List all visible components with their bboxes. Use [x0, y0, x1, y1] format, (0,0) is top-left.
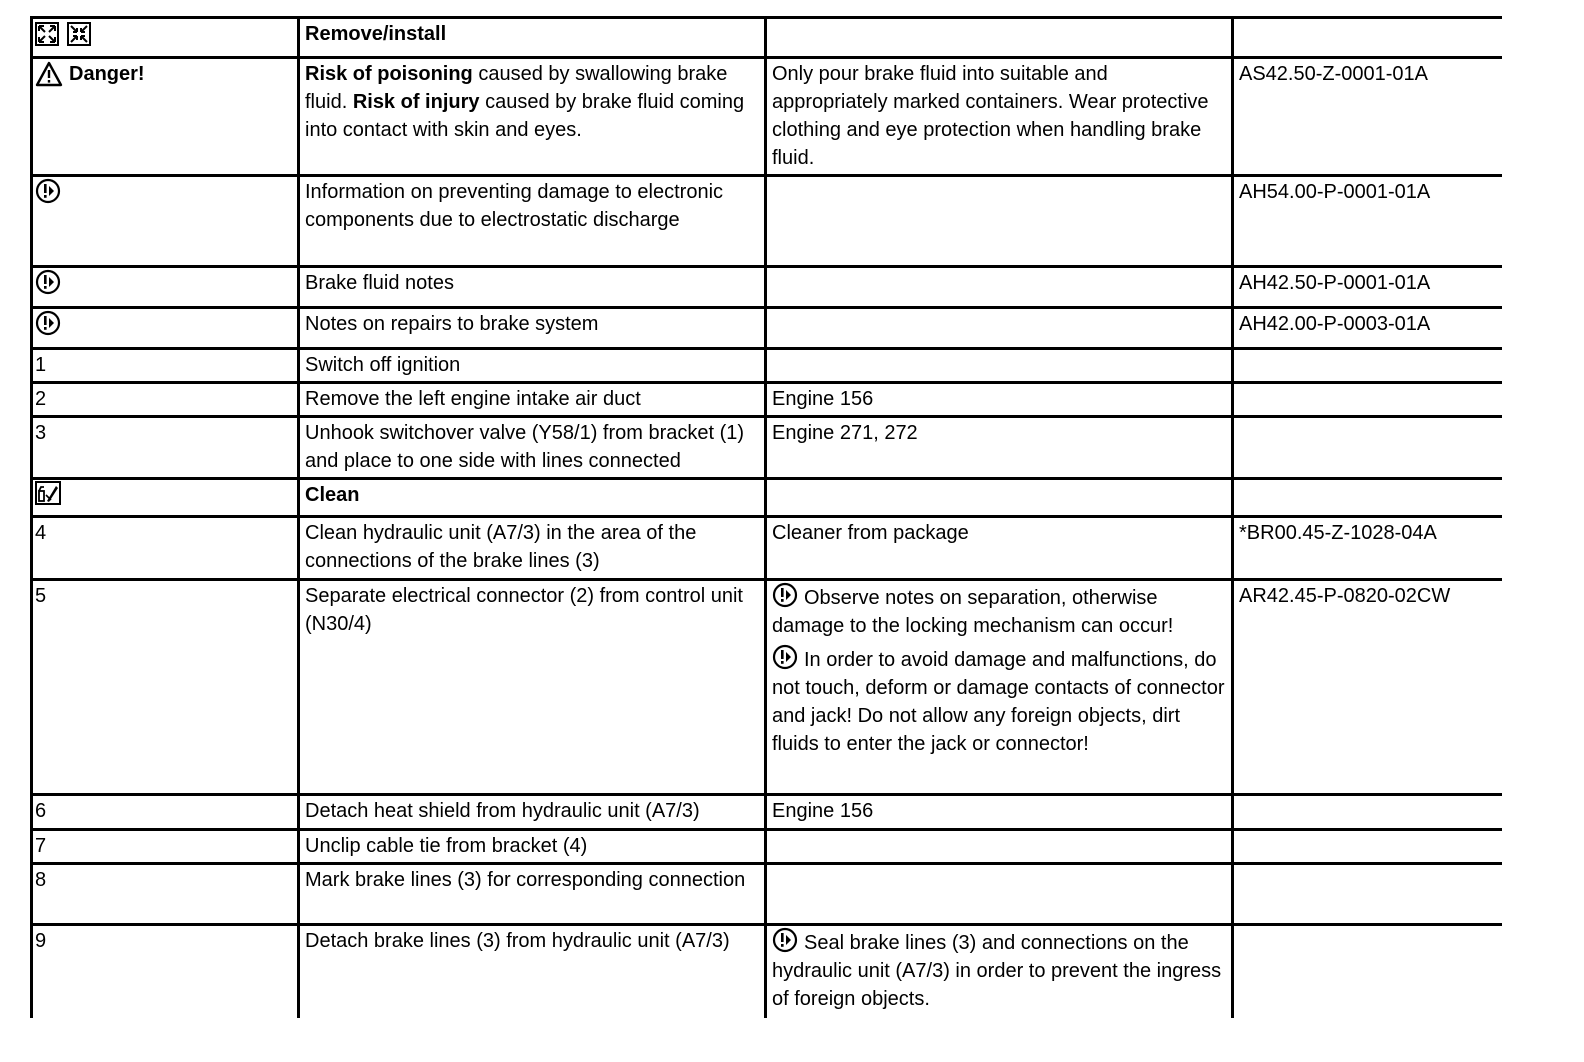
warning-triangle-icon [35, 61, 63, 87]
note-info [766, 267, 1233, 308]
clean-title: Clean [299, 479, 766, 517]
step-row [32, 349, 1503, 383]
note-icon-cell [32, 267, 299, 308]
note-ref: AH42.50-P-0001-01A [1233, 267, 1503, 308]
danger-risk-poisoning: Risk of poisoning [305, 63, 473, 85]
install-icon [67, 22, 91, 46]
step-info: Engine 156 [766, 795, 1233, 830]
step-text: Switch off ignition [299, 349, 766, 383]
step-text: Separate electrical connector (2) from control unit (N30/4) [299, 580, 766, 795]
step-number: 1 [32, 349, 299, 383]
note-row [32, 176, 1503, 267]
note-icon [772, 582, 798, 608]
step-ref: *BR00.45-Z-1028-04A [1233, 517, 1503, 580]
procedure-table [30, 16, 1502, 1018]
step-info: Engine 271, 272 [766, 417, 1233, 479]
remove-icon [35, 22, 59, 46]
step-number: 4 [32, 517, 299, 580]
step-row [32, 795, 1503, 830]
danger-risk-poisoning-text: caused by swallowing brake fluid. [305, 63, 728, 113]
step-ref [1233, 383, 1503, 417]
step-number: 8 [32, 864, 299, 925]
step-note [772, 582, 1226, 640]
step-ref [1233, 864, 1503, 925]
note-icon [35, 310, 61, 336]
step-row [32, 864, 1503, 925]
step-info: Cleaner from package [766, 517, 1233, 580]
step-info: Engine 156 [766, 383, 1233, 417]
step-note [772, 927, 1226, 1013]
note-row [32, 308, 1503, 349]
step-text: Detach brake lines (3) from hydraulic unit (A7/3) [299, 925, 766, 1019]
header-title: Remove/install [299, 18, 766, 58]
step-text: Unclip cable tie from bracket (4) [299, 830, 766, 864]
header-icons-cell [32, 18, 299, 58]
clean-empty-info [766, 479, 1233, 517]
step-ref: AR42.45-P-0820-02CW [1233, 580, 1503, 795]
header-empty-ref [1233, 18, 1503, 58]
note-text: Information on preventing damage to electronic components due to electrostatic discharge [299, 176, 766, 267]
step-ref [1233, 417, 1503, 479]
step-ref [1233, 795, 1503, 830]
step-notes-cell [766, 925, 1233, 1019]
step-number: 6 [32, 795, 299, 830]
header-empty-info [766, 18, 1233, 58]
note-icon-cell [32, 308, 299, 349]
step-text: Clean hydraulic unit (A7/3) in the area of the connections of the brake lines (3) [299, 517, 766, 580]
step-info [766, 349, 1233, 383]
step-row [32, 925, 1503, 1019]
note-icon [772, 927, 798, 953]
danger-measure: Only pour brake fluid into suitable and appropriately marked containers. Wear protective clothing and eye protection when handling brake fluid. [766, 58, 1233, 176]
clean-row [32, 479, 1503, 517]
step-row [32, 383, 1503, 417]
note-row [32, 267, 1503, 308]
danger-risk-injury-text: caused by brake fluid coming into contact with skin and eyes. [305, 91, 745, 141]
step-info [766, 864, 1233, 925]
header-row [32, 18, 1503, 58]
step-row [32, 830, 1503, 864]
step-ref [1233, 349, 1503, 383]
clean-empty-ref [1233, 479, 1503, 517]
danger-label-cell [32, 58, 299, 176]
note-text: Brake fluid notes [299, 267, 766, 308]
note-text: Notes on repairs to brake system [299, 308, 766, 349]
danger-row [32, 58, 1503, 176]
note-info [766, 176, 1233, 267]
step-row [32, 417, 1503, 479]
step-ref [1233, 830, 1503, 864]
step-text: Remove the left engine intake air duct [299, 383, 766, 417]
step-number: 5 [32, 580, 299, 795]
step-notes-cell [766, 580, 1233, 795]
step-ref [1233, 925, 1503, 1019]
note-info [766, 308, 1233, 349]
step-info [766, 830, 1233, 864]
danger-description [299, 58, 766, 176]
step-row [32, 517, 1503, 580]
note-ref: AH54.00-P-0001-01A [1233, 176, 1503, 267]
step-note [772, 644, 1226, 758]
danger-label: Danger! [69, 63, 145, 85]
step-number: 2 [32, 383, 299, 417]
danger-risk-injury: Risk of injury [352, 91, 480, 113]
note-icon [772, 644, 798, 670]
step-number: 7 [32, 830, 299, 864]
step-number: 9 [32, 925, 299, 1019]
step-text: Detach heat shield from hydraulic unit (A7/3) [299, 795, 766, 830]
danger-ref: AS42.50-Z-0001-01A [1233, 58, 1503, 176]
note-icon [35, 178, 61, 204]
step-note-text: In order to avoid damage and malfunctions, do not touch, deform or damage contacts of connector and jack! Do not allow any foreign objects, dirt fluids to enter the jack or connector! [772, 649, 1225, 755]
step-text: Mark brake lines (3) for corresponding connection [299, 864, 766, 925]
step-text: Unhook switchover valve (Y58/1) from bracket (1) and place to one side with lines connected [299, 417, 766, 479]
procedure-document [30, 16, 1502, 1018]
step-row [32, 580, 1503, 795]
clean-icon [35, 481, 61, 505]
note-ref: AH42.00-P-0003-01A [1233, 308, 1503, 349]
step-number: 3 [32, 417, 299, 479]
clean-icon-cell [32, 479, 299, 517]
note-icon-cell [32, 176, 299, 267]
step-note-text: Seal brake lines (3) and connections on the hydraulic unit (A7/3) in order to prevent the ingress of foreign objects. [772, 932, 1222, 1010]
step-note-text: Observe notes on separation, otherwise damage to the locking mechanism can occur! [772, 587, 1174, 637]
note-icon [35, 269, 61, 295]
